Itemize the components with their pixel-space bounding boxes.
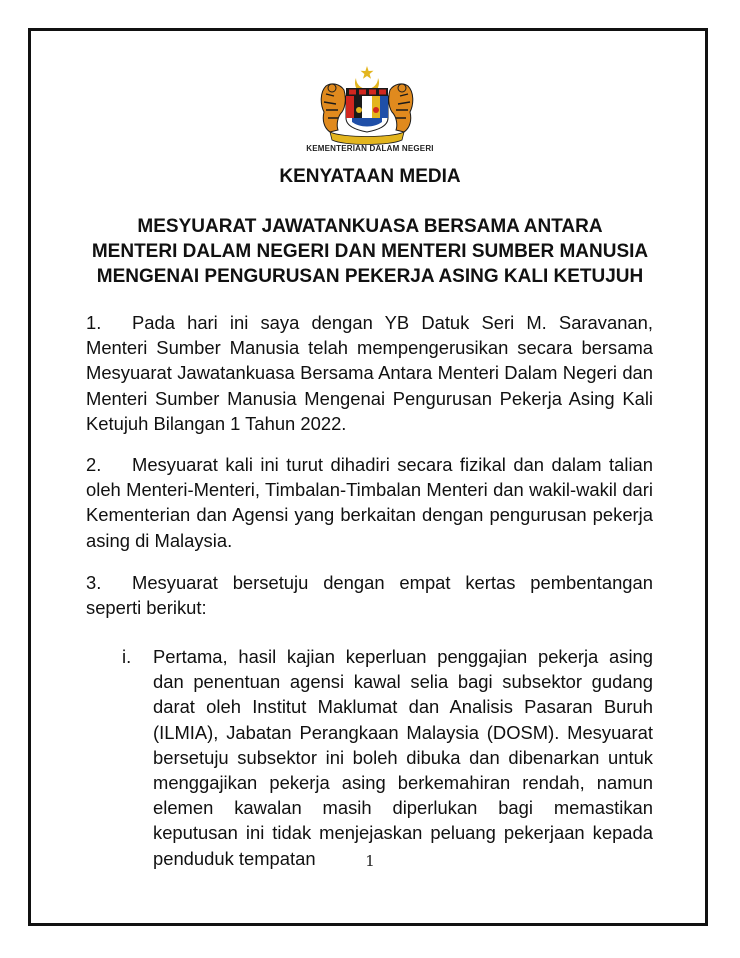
title-line: MENGENAI PENGURUSAN PEKERJA ASING KALI KETUJUH <box>96 266 644 287</box>
star-icon <box>361 66 374 79</box>
left-tiger-icon <box>321 84 345 132</box>
paragraph-1 <box>86 310 653 436</box>
document-type-heading: KENYATAAN MEDIA <box>279 166 461 187</box>
paragraph-3 <box>86 570 653 620</box>
list-item <box>122 644 653 871</box>
coat-of-arms-icon <box>312 66 422 148</box>
paragraph-text: Pada hari ini saya dengan YB Datuk Seri M. Saravanan, Menteri Sumber Manusia telah mempengerusikan secara bersama Mesyuarat Jawatankuasa Bersama Antara Menteri Dalam Negeri dan Menteri Sumber Manusia Mengenai Pengurusan Pekerja Asing Kali Ketujuh Bilangan 1 Tahun 2022. <box>86 312 653 434</box>
paragraph-2 <box>86 452 653 553</box>
paragraph-text: Mesyuarat bersetuju dengan empat kertas pembentangan seperti berikut: <box>86 572 653 619</box>
shield-icon <box>346 88 388 132</box>
paragraph-number: 1. <box>86 312 102 333</box>
motto-scroll <box>330 132 404 145</box>
title-line: MESYUARAT JAWATANKUASA BERSAMA ANTARA <box>137 216 603 237</box>
document-title <box>60 214 680 289</box>
paragraph-number: 3. <box>86 572 102 593</box>
paragraph-number: 2. <box>86 454 102 475</box>
ministry-name: KEMENTERIAN DALAM NEGERI <box>306 144 434 153</box>
page-number: 1 <box>365 852 375 870</box>
list-item-marker: i. <box>122 646 132 667</box>
list-item-text: Pertama, hasil kajian keperluan penggajian pekerja asing dan penentuan agensi kawal selia bagi subsektor gudang darat oleh Institut Maklumat dan Analisis Pasaran Buruh (ILMIA), Jabatan Perangkaan Malaysia (DOSM). Mesyuarat bersetuju subsektor ini boleh dibuka dan dibenarkan untuk menggajikan pekerja asing berkemahiran rendah, namun elemen kawalan masih diperlukan bagi memastikan keputusan ini tidak menjejaskan peluang pekerjaan kepada penduduk tempatan <box>153 646 653 869</box>
paragraph-text: Mesyuarat kali ini turut dihadiri secara fizikal dan dalam talian oleh Menteri-Menteri, Timbalan-Timbalan Menteri dan wakil-wakil dari Kementerian dan Agensi yang berkaitan dengan pengurusan pekerja asing di Malaysia. <box>86 454 653 551</box>
right-tiger-icon <box>389 84 413 132</box>
title-line: MENTERI DALAM NEGERI DAN MENTERI SUMBER MANUSIA <box>91 241 649 262</box>
